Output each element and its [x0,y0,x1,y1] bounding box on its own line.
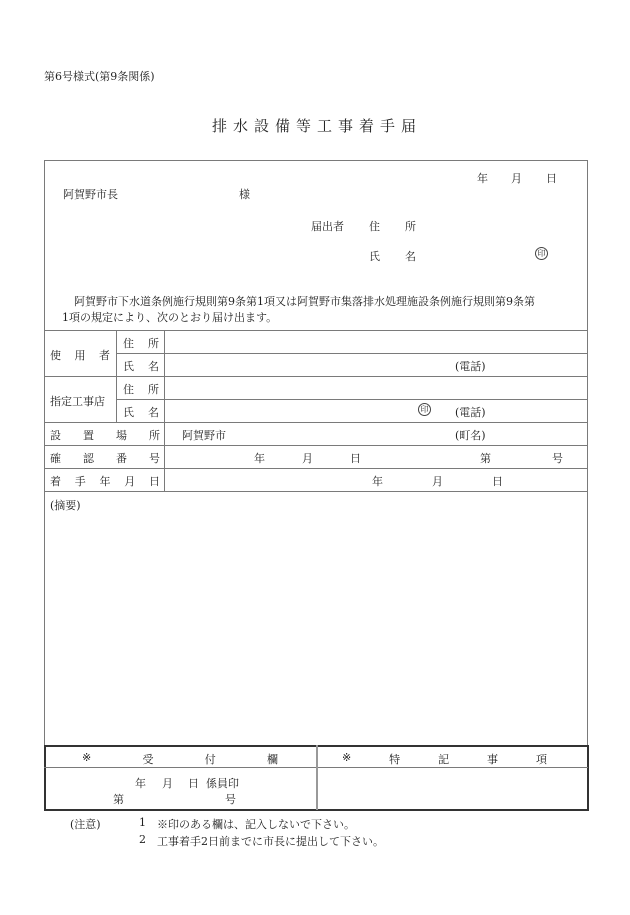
confirmation-number-label: 確 認 番 号 [50,452,160,465]
grid-line [44,330,588,331]
applicant-name-label-1: 氏 [369,250,380,263]
confirmation-day-label: 日 [350,452,361,465]
summary-field[interactable] [48,512,584,740]
statement-line-1: 阿賀野市下水道条例施行規則第9条第1項又は阿賀野市集落排水処理施設条例施行規則第9条第 [74,295,535,308]
reception-staff-seal-label: 係員印 [206,777,239,790]
form-number: 第6号様式(第9条関係) [44,70,155,83]
user-name-field[interactable] [170,355,584,375]
user-label: 使 用 者 [50,349,110,362]
addressee: 阿賀野市長 [63,188,118,201]
contractor-name-label: 氏 名 [123,406,159,419]
grid-line [44,376,588,377]
start-month-label: 月 [432,475,443,488]
grid-line [44,445,588,446]
contractor-phone-label: (電話) [455,406,486,419]
reception-header: ※ 受 付 欄 [82,751,278,766]
user-phone-label: (電話) [455,360,486,373]
location-town-label: (町名) [455,429,486,442]
grid-line [116,353,588,354]
note-2-number: 2 [139,833,146,846]
location-city: 阿賀野市 [182,429,226,442]
date-month-label: 月 [511,172,522,185]
grid-line [44,468,588,469]
page-title: 排水設備等工事着手届 [212,117,423,135]
grid-line [44,491,588,492]
grid-line [164,330,165,491]
applicant-address-label-2: 所 [405,220,416,233]
outer-border-left [44,160,45,746]
honorific: 様 [239,188,250,201]
grid-line [116,399,588,400]
confirmation-month-label: 月 [302,452,313,465]
start-date-label: 着 手 年 月 日 [50,475,160,488]
note-2-text: 工事着手2日前までに市長に提出して下さい。 [157,835,384,848]
grid-line [116,330,117,422]
note-1-number: 1 [139,816,146,829]
notes-label: (注意) [70,818,101,831]
applicant-name-label-2: 名 [405,250,416,263]
date-day-label: 日 [546,172,557,185]
confirmation-year-label: 年 [254,452,265,465]
start-year-label: 年 [372,475,383,488]
user-name-label: 氏 名 [123,360,159,373]
summary-label: (摘要) [50,499,81,512]
note-1-text: ※印のある欄は、記入しないで下さい。 [157,818,355,831]
confirmation-no-suffix: 号 [552,452,563,465]
contractor-address-field[interactable] [170,378,584,398]
office-box-left [44,745,46,811]
outer-border-top [44,160,588,161]
office-box-right [587,745,589,811]
statement-line-2: 1項の規定により、次のとおり届け出ます。 [62,311,278,324]
user-address-field[interactable] [170,332,584,352]
reception-month-label: 月 [162,777,173,790]
outer-border-right [587,160,588,746]
contractor-address-label: 住 所 [123,383,159,396]
special-notes-header: ※ 特 記 事 項 [342,751,547,766]
start-day-label: 日 [492,475,503,488]
grid-line [44,422,588,423]
office-box-divider [316,745,318,810]
date-year-label: 年 [477,172,488,185]
applicant-seal-icon: 印 [535,247,548,260]
confirmation-no-prefix: 第 [480,452,491,465]
reception-no-suffix: 号 [225,793,236,806]
reception-no-prefix: 第 [113,793,124,806]
location-label: 設 置 場 所 [50,429,160,442]
applicant-address-label-1: 住 [369,220,380,233]
reception-year-label: 年 [135,777,146,790]
user-address-label: 住 所 [123,337,159,350]
applicant-label: 届出者 [311,220,344,233]
contractor-name-field[interactable] [170,401,584,421]
location-field[interactable] [240,424,450,444]
reception-day-label: 日 [188,777,199,790]
contractor-seal-icon: 印 [418,403,431,416]
contractor-label: 指定工事店 [50,395,105,408]
